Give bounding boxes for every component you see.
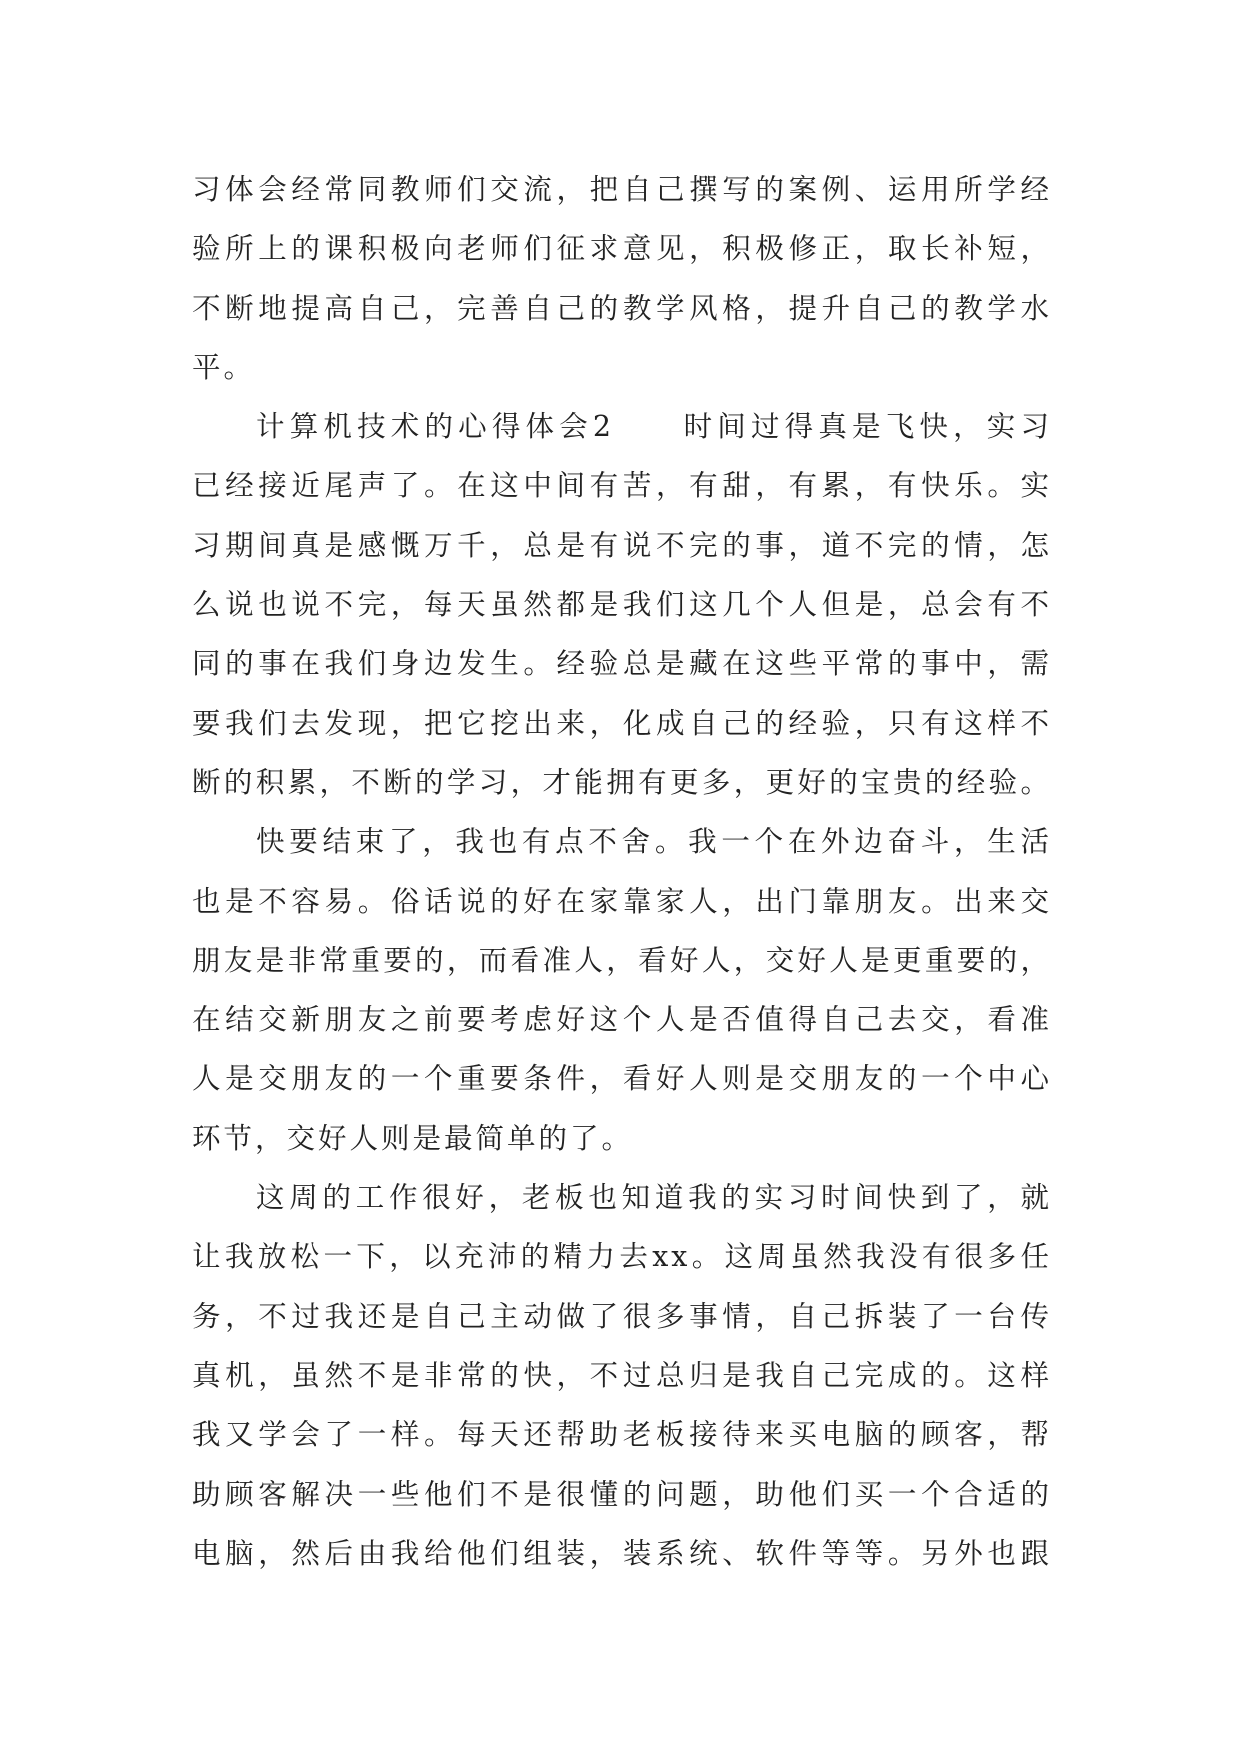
- body-text: [192, 160, 1052, 1583]
- text-line: 也是不容易。俗话说的好在家靠家人，出门靠朋友。出来交: [192, 884, 1052, 918]
- text-line: 助顾客解决一些他们不是很懂的问题，助他们买一个合适的: [192, 1477, 1052, 1511]
- text-line: 让我放松一下，以充沛的精力去xx。这周虽然我没有很多任: [192, 1240, 1052, 1274]
- text-line: 同的事在我们身边发生。经验总是藏在这些平常的事中，需: [192, 647, 1052, 681]
- text-line: 要我们去发现，把它挖出来，化成自己的经验，只有这样不: [192, 706, 1052, 740]
- text-line: 环节，交好人则是最简单的了。: [192, 1121, 634, 1155]
- text-line: 已经接近尾声了。在这中间有苦，有甜，有累，有快乐。实: [192, 469, 1052, 503]
- text-line: 务，不过我还是自己主动做了很多事情，自己拆装了一台传: [192, 1299, 1052, 1333]
- text-line: 朋友是非常重要的，而看准人，看好人，交好人是更重要的，: [192, 943, 1052, 977]
- text-line: 真机，虽然不是非常的快，不过总归是我自己完成的。这样: [192, 1358, 1052, 1392]
- text-line: 这周的工作很好，老板也知道我的实习时间快到了，就: [256, 1181, 1052, 1215]
- text-line: 习期间真是感慨万千，总是有说不完的事，道不完的情，怎: [192, 528, 1052, 562]
- text-line: 在结交新朋友之前要考虑好这个人是否值得自己去交，看准: [192, 1003, 1052, 1037]
- text-line: 验所上的课积极向老师们征求意见，积极修正，取长补短，: [192, 232, 1052, 266]
- text-line: 不断地提高自己，完善自己的教学风格，提升自己的教学水: [192, 291, 1052, 325]
- text-line: 电脑，然后由我给他们组装，装系统、软件等等。另外也跟: [192, 1536, 1052, 1570]
- text-line: 平。: [192, 350, 256, 384]
- text-line: 我又学会了一样。每天还帮助老板接待来买电脑的顾客，帮: [192, 1418, 1052, 1452]
- text-line: 断的积累，不断的学习，才能拥有更多，更好的宝贵的经验。: [192, 765, 1052, 799]
- section-heading-line: 计算机技术的心得体会2 时间过得真是飞快，实习: [256, 410, 1052, 444]
- text-line: 人是交朋友的一个重要条件，看好人则是交朋友的一个中心: [192, 1062, 1052, 1096]
- text-line: 么说也说不完，每天虽然都是我们这几个人但是，总会有不: [192, 588, 1052, 622]
- text-line: 快要结束了，我也有点不舍。我一个在外边奋斗，生活: [256, 825, 1052, 859]
- text-line: 习体会经常同教师们交流，把自己撰写的案例、运用所学经: [192, 173, 1052, 206]
